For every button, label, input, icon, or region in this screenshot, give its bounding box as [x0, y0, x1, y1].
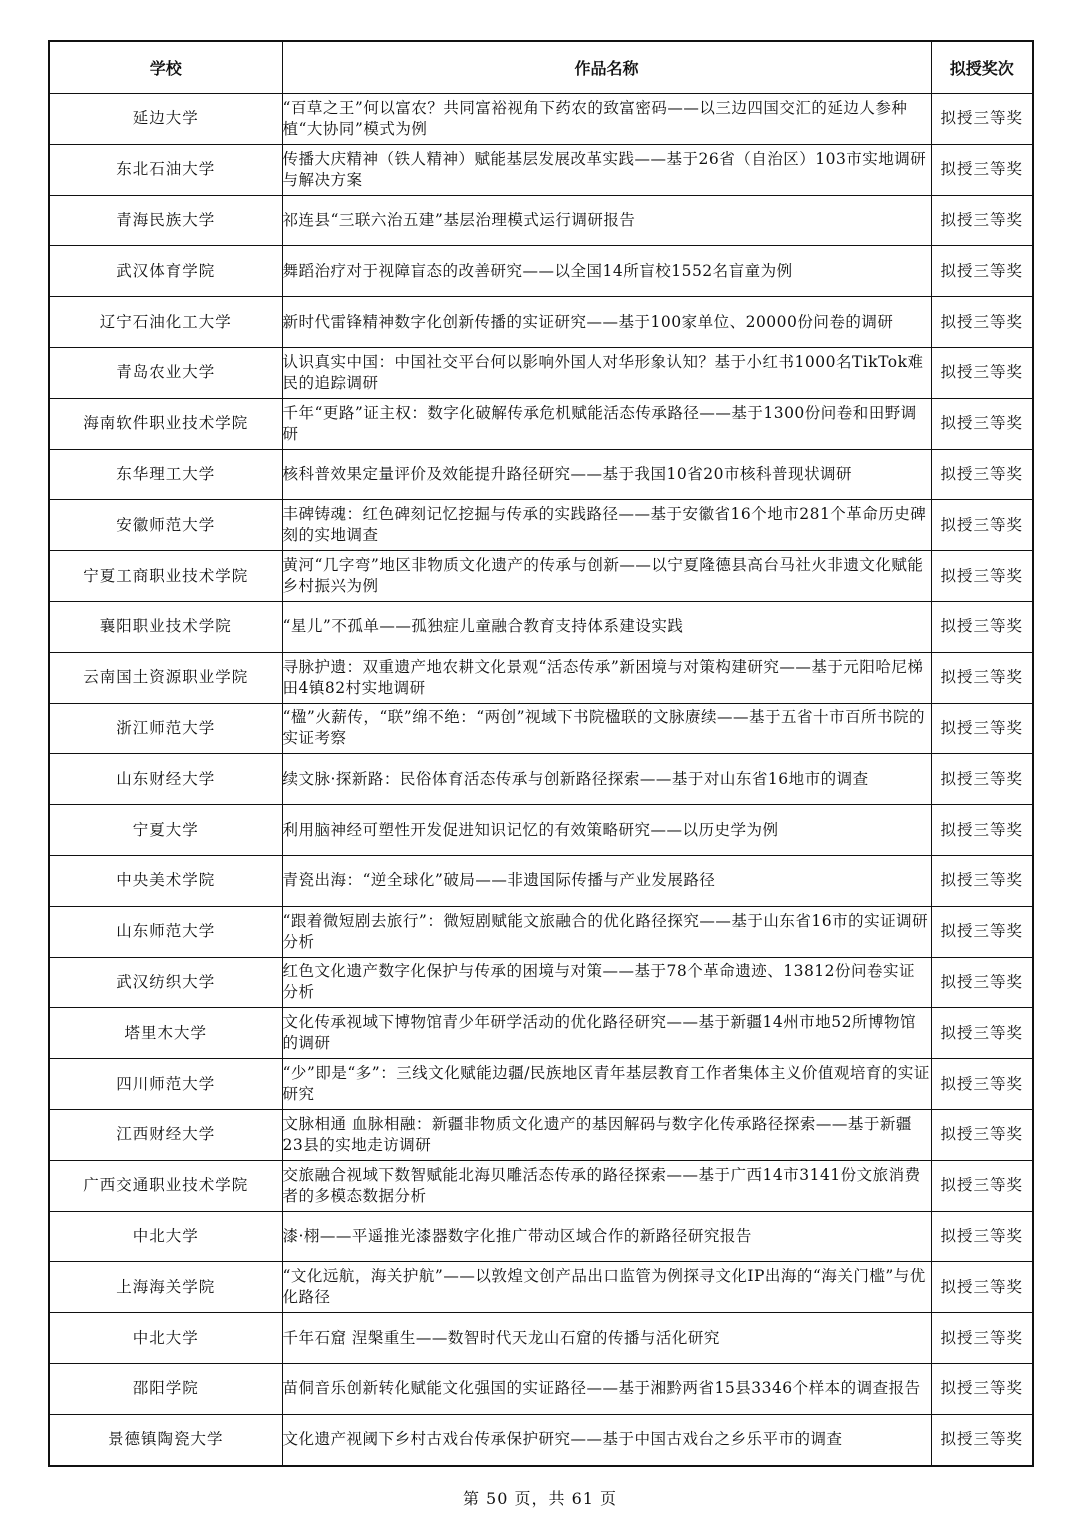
award-cell: 拟授三等奖: [931, 195, 1033, 246]
title-cell: 文化遗产视阈下乡村古戏台传承保护研究——基于中国古戏台之乡乐平市的调查: [282, 1414, 931, 1465]
award-cell: 拟授三等奖: [931, 1414, 1033, 1465]
award-cell: 拟授三等奖: [931, 754, 1033, 805]
table-row: [49, 1109, 1033, 1160]
title-cell: 续文脉·探新路：民俗体育活态传承与创新路径探索——基于对山东省16地市的调查: [282, 754, 931, 805]
table-row: [49, 805, 1033, 856]
school-cell: 青岛农业大学: [49, 347, 282, 398]
table-row: [49, 1008, 1033, 1059]
table-row: [49, 195, 1033, 246]
column-header-award: 拟授奖次: [931, 41, 1033, 94]
award-cell: 拟授三等奖: [931, 144, 1033, 195]
school-cell: 辽宁石油化工大学: [49, 297, 282, 348]
title-cell: 祁连县“三联六治五建”基层治理模式运行调研报告: [282, 195, 931, 246]
award-cell: 拟授三等奖: [931, 449, 1033, 500]
school-cell: 海南软件职业技术学院: [49, 398, 282, 449]
table-row: [49, 449, 1033, 500]
table-row: [49, 1160, 1033, 1211]
table-row: [49, 855, 1033, 906]
award-cell: 拟授三等奖: [931, 703, 1033, 754]
award-cell: 拟授三等奖: [931, 347, 1033, 398]
school-cell: 上海海关学院: [49, 1262, 282, 1313]
award-cell: 拟授三等奖: [931, 855, 1033, 906]
school-cell: 东华理工大学: [49, 449, 282, 500]
table-row: [49, 754, 1033, 805]
title-cell: 苗侗音乐创新转化赋能文化强国的实证路径——基于湘黔两省15县3346个样本的调查报告: [282, 1363, 931, 1414]
award-cell: 拟授三等奖: [931, 246, 1033, 297]
awards-table: [48, 40, 1034, 1467]
table-row: [49, 246, 1033, 297]
title-cell: 丰碑铸魂：红色碑刻记忆挖掘与传承的实践路径——基于安徽省16个地市281个革命历史碑刻的实地调查: [282, 500, 931, 551]
title-cell: “楹”火薪传，“联”绵不绝：“两创”视域下书院楹联的文脉赓续——基于五省十市百所书院的实证考察: [282, 703, 931, 754]
title-cell: 新时代雷锋精神数字化创新传播的实证研究——基于100家单位、20000份问卷的调研: [282, 297, 931, 348]
school-cell: 塔里木大学: [49, 1008, 282, 1059]
title-cell: 传播大庆精神（铁人精神）赋能基层发展改革实践——基于26省（自治区）103市实地调研与解决方案: [282, 144, 931, 195]
title-cell: “星儿”不孤单——孤独症儿童融合教育支持体系建设实践: [282, 601, 931, 652]
school-cell: 云南国土资源职业学院: [49, 652, 282, 703]
award-cell: 拟授三等奖: [931, 1109, 1033, 1160]
school-cell: 中北大学: [49, 1313, 282, 1364]
table-row: [49, 297, 1033, 348]
table-row: [49, 347, 1033, 398]
table-row: [49, 1262, 1033, 1313]
table-row: [49, 957, 1033, 1008]
school-cell: 山东师范大学: [49, 906, 282, 957]
school-cell: 宁夏工商职业技术学院: [49, 551, 282, 602]
award-cell: 拟授三等奖: [931, 601, 1033, 652]
table-row: [49, 906, 1033, 957]
award-cell: 拟授三等奖: [931, 1363, 1033, 1414]
title-cell: 利用脑神经可塑性开发促进知识记忆的有效策略研究——以历史学为例: [282, 805, 931, 856]
school-cell: 武汉体育学院: [49, 246, 282, 297]
table-row: [49, 1414, 1033, 1465]
award-cell: 拟授三等奖: [931, 1160, 1033, 1211]
title-cell: 千年石窟 涅槃重生——数智时代天龙山石窟的传播与活化研究: [282, 1313, 931, 1364]
title-cell: 认识真实中国：中国社交平台何以影响外国人对华形象认知？基于小红书1000名TikTok难民的追踪调研: [282, 347, 931, 398]
award-cell: 拟授三等奖: [931, 652, 1033, 703]
title-cell: 漆·栩——平遥推光漆器数字化推广带动区域合作的新路径研究报告: [282, 1211, 931, 1262]
column-header-title: 作品名称: [282, 41, 931, 94]
school-cell: 青海民族大学: [49, 195, 282, 246]
table-row: [49, 500, 1033, 551]
school-cell: 中北大学: [49, 1211, 282, 1262]
title-cell: 黄河“几字弯”地区非物质文化遗产的传承与创新——以宁夏隆德县高台马社火非遗文化赋能乡村振兴为例: [282, 551, 931, 602]
title-cell: 文化传承视域下博物馆青少年研学活动的优化路径研究——基于新疆14州市地52所博物馆的调研: [282, 1008, 931, 1059]
school-cell: 安徽师范大学: [49, 500, 282, 551]
title-cell: 寻脉护遗：双重遗产地农耕文化景观“活态传承”新困境与对策构建研究——基于元阳哈尼梯田4镇82村实地调研: [282, 652, 931, 703]
table-row: [49, 1313, 1033, 1364]
award-cell: 拟授三等奖: [931, 551, 1033, 602]
page-number: 第 50 页，共 61 页: [462, 1489, 618, 1508]
table-row: [49, 94, 1033, 145]
award-cell: 拟授三等奖: [931, 398, 1033, 449]
school-cell: 广西交通职业技术学院: [49, 1160, 282, 1211]
title-cell: 文脉相通 血脉相融：新疆非物质文化遗产的基因解码与数字化传承路径探索——基于新疆23县的实地走访调研: [282, 1109, 931, 1160]
title-cell: “少”即是“多”：三线文化赋能边疆/民族地区青年基层教育工作者集体主义价值观培育的实证研究: [282, 1059, 931, 1110]
title-cell: 舞蹈治疗对于视障盲态的改善研究——以全国14所盲校1552名盲童为例: [282, 246, 931, 297]
award-cell: 拟授三等奖: [931, 957, 1033, 1008]
table-row: [49, 398, 1033, 449]
award-cell: 拟授三等奖: [931, 1211, 1033, 1262]
school-cell: 中央美术学院: [49, 855, 282, 906]
title-cell: 交旅融合视域下数智赋能北海贝雕活态传承的路径探索——基于广西14市3141份文旅消费者的多模态数据分析: [282, 1160, 931, 1211]
table-row: [49, 652, 1033, 703]
table-row: [49, 1211, 1033, 1262]
school-cell: 江西财经大学: [49, 1109, 282, 1160]
school-cell: 四川师范大学: [49, 1059, 282, 1110]
column-header-school: 学校: [49, 41, 282, 94]
school-cell: 浙江师范大学: [49, 703, 282, 754]
school-cell: 武汉纺织大学: [49, 957, 282, 1008]
award-cell: 拟授三等奖: [931, 805, 1033, 856]
title-cell: “跟着微短剧去旅行”：微短剧赋能文旅融合的优化路径探究——基于山东省16市的实证调研分析: [282, 906, 931, 957]
school-cell: 山东财经大学: [49, 754, 282, 805]
award-cell: 拟授三等奖: [931, 1008, 1033, 1059]
table-header-row: [49, 41, 1033, 94]
award-cell: 拟授三等奖: [931, 1313, 1033, 1364]
award-cell: 拟授三等奖: [931, 1262, 1033, 1313]
title-cell: “文化远航，海关护航”——以敦煌文创产品出口监管为例探寻文化IP出海的“海关门槛”与优化路径: [282, 1262, 931, 1313]
school-cell: 宁夏大学: [49, 805, 282, 856]
award-cell: 拟授三等奖: [931, 1059, 1033, 1110]
table-row: [49, 703, 1033, 754]
award-cell: 拟授三等奖: [931, 297, 1033, 348]
table-row: [49, 551, 1033, 602]
school-cell: 东北石油大学: [49, 144, 282, 195]
school-cell: 襄阳职业技术学院: [49, 601, 282, 652]
table-row: [49, 601, 1033, 652]
title-cell: 青瓷出海：“逆全球化”破局——非遗国际传播与产业发展路径: [282, 855, 931, 906]
award-cell: 拟授三等奖: [931, 906, 1033, 957]
school-cell: 延边大学: [49, 94, 282, 145]
title-cell: 千年“更路”证主权：数字化破解传承危机赋能活态传承路径——基于1300份问卷和田野调研: [282, 398, 931, 449]
school-cell: 邵阳学院: [49, 1363, 282, 1414]
table-row: [49, 1059, 1033, 1110]
table-row: [49, 1363, 1033, 1414]
school-cell: 景德镇陶瓷大学: [49, 1414, 282, 1465]
table-row: [49, 144, 1033, 195]
title-cell: 红色文化遗产数字化保护与传承的困境与对策——基于78个革命遗迹、13812份问卷实证分析: [282, 957, 931, 1008]
award-cell: 拟授三等奖: [931, 500, 1033, 551]
award-cell: 拟授三等奖: [931, 94, 1033, 145]
title-cell: “百草之王”何以富农？共同富裕视角下药农的致富密码——以三边四国交汇的延边人参种植“大协同”模式为例: [282, 94, 931, 145]
title-cell: 核科普效果定量评价及效能提升路径研究——基于我国10省20市核科普现状调研: [282, 449, 931, 500]
